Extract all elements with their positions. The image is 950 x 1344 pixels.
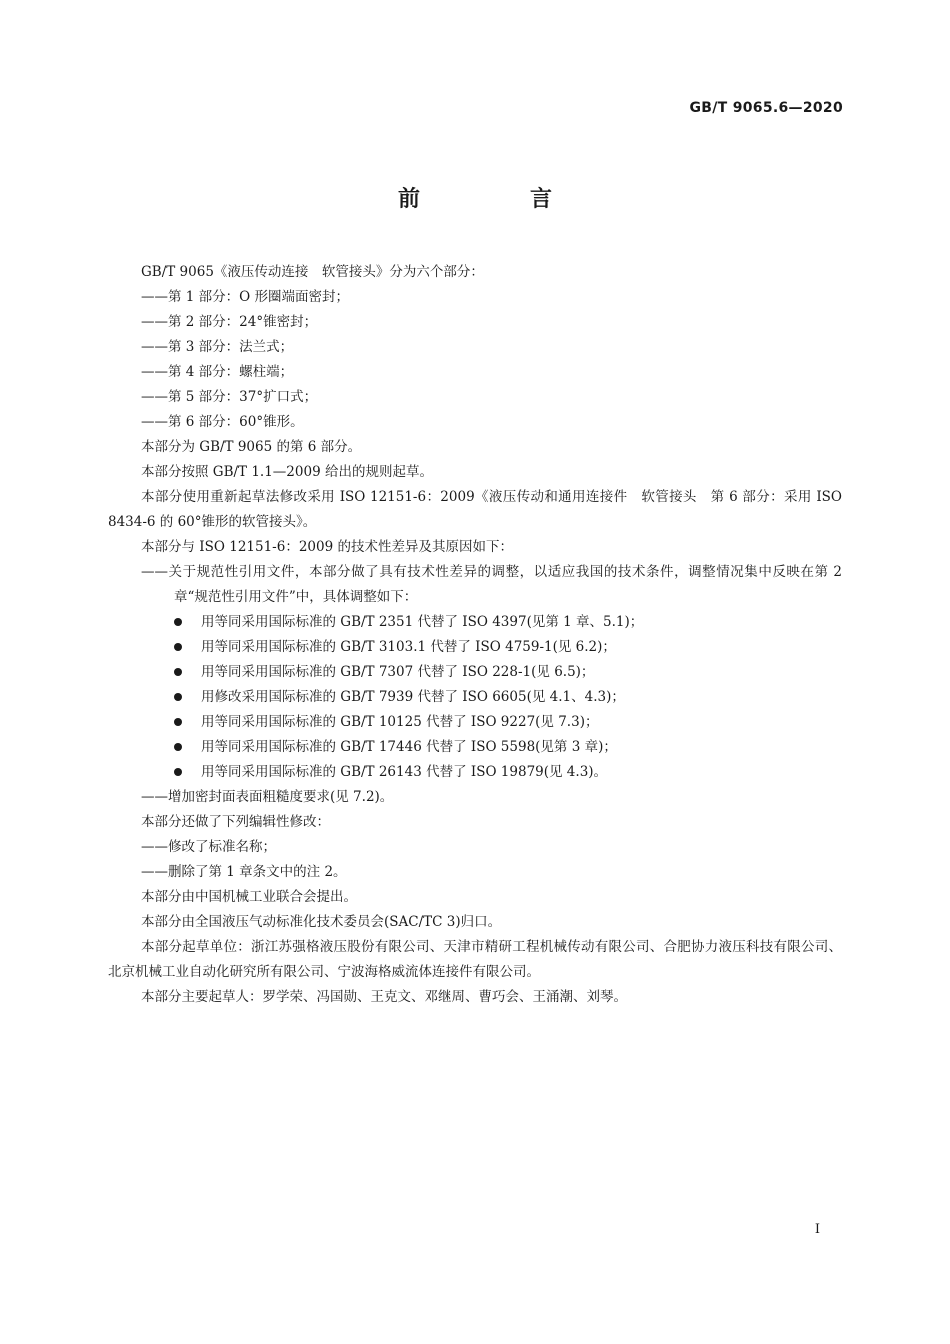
bullet-dot-icon <box>174 618 182 626</box>
bullet-dot-icon <box>174 718 182 726</box>
edit-item: ——修改了标准名称； <box>141 839 276 855</box>
paragraph: 本部分由全国液压气动标准化技术委员会(SAC/TC 3)归口。 <box>141 914 502 930</box>
part-item: ——第 6 部分：60°锥形。 <box>141 414 304 430</box>
paragraph: 本部分起草单位：浙江苏强格液压股份有限公司、天津市精研工程机械传动有限公司、合肥协力液压科技有限公司、北京机械工业自动化研究所有限公司、宁波海格威流体连接件有限公司。 <box>108 939 842 980</box>
bullet-item <box>108 735 842 760</box>
bullet-item <box>108 660 842 685</box>
part-item: ——第 4 部分：螺柱端； <box>141 364 294 380</box>
bullet-item <box>108 610 842 635</box>
bullet-text: 用等同采用国际标准的 GB/T 7307 代替了 ISO 228-1(见 6.5)； <box>201 664 595 680</box>
bullet-dot-icon <box>174 643 182 651</box>
paragraph: 本部分与 ISO 12151-6：2009 的技术性差异及其原因如下： <box>141 539 513 555</box>
bullet-item <box>108 685 842 710</box>
bullet-dot-icon <box>174 693 182 701</box>
difference-item: ——关于规范性引用文件，本部分做了具有技术性差异的调整，以适应我国的技术条件，调整情况集中反映在第 2 章“规范性引用文件”中，具体调整如下： <box>141 564 842 605</box>
part-item: ——第 3 部分：法兰式； <box>141 339 294 355</box>
bullet-dot-icon <box>174 743 182 751</box>
bullet-item <box>108 710 842 735</box>
bullet-text: 用等同采用国际标准的 GB/T 17446 代替了 ISO 5598(见第 3 章)； <box>201 739 617 755</box>
page-number: I <box>814 1222 820 1237</box>
bullet-text: 用修改采用国际标准的 GB/T 7939 代替了 ISO 6605(见 4.1、4.3)； <box>201 689 625 705</box>
paragraph: 本部分还做了下列编辑性修改： <box>141 814 330 830</box>
paragraph: 本部分由中国机械工业联合会提出。 <box>141 889 357 905</box>
bullet-item <box>108 635 842 660</box>
part-item: ——第 5 部分：37°扩口式； <box>141 389 318 405</box>
part-item: ——第 1 部分：O 形圈端面密封； <box>141 289 350 305</box>
bullet-text: 用等同采用国际标准的 GB/T 3103.1 代替了 ISO 4759-1(见 6.2)； <box>201 639 616 655</box>
page-title: 前 言 <box>397 187 596 212</box>
edit-item: ——删除了第 1 章条文中的注 2。 <box>141 864 347 880</box>
standard-code: GB/T 9065.6—2020 <box>689 100 843 116</box>
paragraph: GB/T 9065《液压传动连接 软管接头》分为六个部分： <box>141 264 484 280</box>
paragraph: 本部分为 GB/T 9065 的第 6 部分。 <box>141 439 362 455</box>
bullet-text: 用等同采用国际标准的 GB/T 10125 代替了 ISO 9227(见 7.3)； <box>201 714 599 730</box>
part-item: ——第 2 部分：24°锥密封； <box>141 314 318 330</box>
difference-item: ——增加密封面表面粗糙度要求(见 7.2)。 <box>141 789 394 805</box>
paragraph: 本部分使用重新起草法修改采用 ISO 12151-6：2009《液压传动和通用连接件 软管接头 第 6 部分：采用 ISO 8434-6 的 60°锥形的软管接头》。 <box>108 489 842 530</box>
bullet-text: 用等同采用国际标准的 GB/T 26143 代替了 ISO 19879(见 4.3)。 <box>201 764 608 780</box>
bullet-item <box>108 760 842 785</box>
bullet-dot-icon <box>174 668 182 676</box>
bullet-text: 用等同采用国际标准的 GB/T 2351 代替了 ISO 4397(见第 1 章、5.1)； <box>201 614 644 630</box>
bullet-dot-icon <box>174 768 182 776</box>
paragraph: 本部分按照 GB/T 1.1—2009 给出的规则起草。 <box>141 464 433 480</box>
preface-body <box>108 260 842 1010</box>
paragraph: 本部分主要起草人：罗学荣、冯国勋、王克文、邓继周、曹巧会、王涌潮、刘琴。 <box>141 989 627 1005</box>
